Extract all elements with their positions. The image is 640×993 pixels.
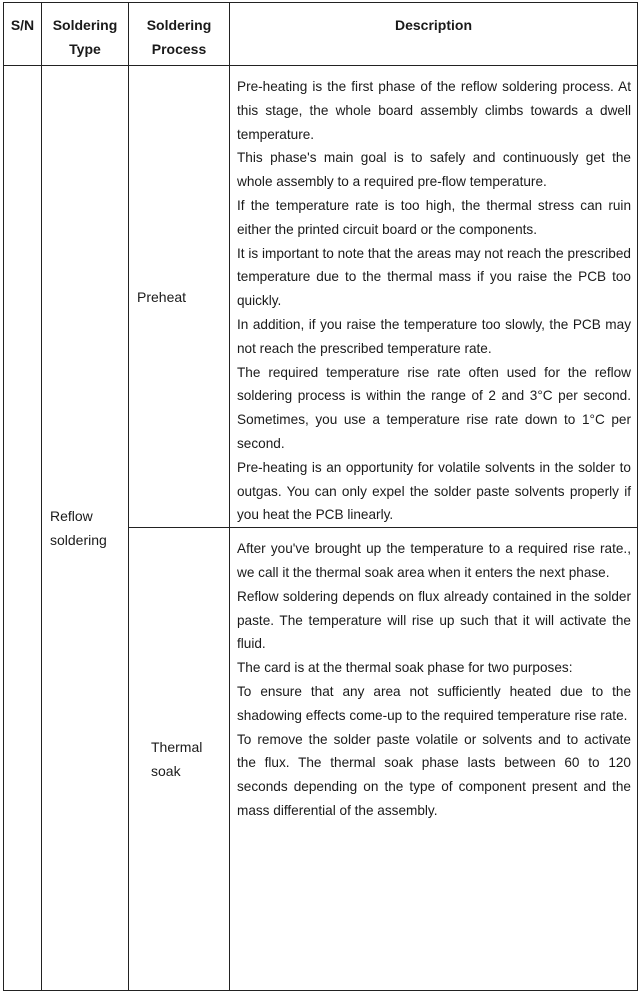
description-paragraph: To remove the solder paste volatile or solvents and to activate the flux. The thermal soak phase lasts between 60 to 120 seconds depending on the type of component present and the mass differential of the assembly. <box>237 731 631 818</box>
header-soldering-process: Soldering Process <box>129 3 230 66</box>
header-soldering-type: Soldering Type <box>42 3 129 66</box>
description-paragraph: The required temperature rise rate often used for the reflow soldering process is within the range of 2 and 3°C per second. Sometimes, you use a temperature rise rate down to 1°C per second. <box>237 364 631 451</box>
description-paragraph: Pre-heating is the first phase of the reflow soldering process. At this stage, the whole board assembly climbs towards a dwell temperature. <box>237 79 631 142</box>
header-row <box>4 3 638 66</box>
description-paragraph: Pre-heating is an opportunity for volatile solvents in the solder to outgas. You can only expel the solder paste solvents properly if you heat the PCB linearly. <box>237 459 631 523</box>
description-paragraph: If the temperature rate is too high, the thermal stress can ruin either the printed circuit board or the components. <box>237 197 631 237</box>
description-cell-preheat <box>230 66 638 528</box>
description-paragraph: This phase's main goal is to safely and continuously get the whole assembly to a required pre-flow temperature. <box>237 150 631 190</box>
description-paragraph: It is important to note that the areas may not reach the prescribed temperature due to the thermal mass if you raise the PCB too quickly. <box>237 245 631 309</box>
description-paragraph: In addition, if you raise the temperature too slowly, the PCB may not reach the prescribed temperature rate. <box>237 316 631 356</box>
description-paragraph: After you've brought up the temperature to a required rise rate., we call it the thermal soak area when it enters the next phase. <box>237 541 631 580</box>
header-description: Description <box>230 3 638 66</box>
description-paragraph: To ensure that any area not sufficiently heated due to the shadowing effects come-up to the required temperature rise rate. <box>237 683 631 723</box>
soldering-type-cell: Reflow soldering <box>42 66 129 991</box>
header-sn: S/N <box>4 3 42 66</box>
description-cell-thermal-soak <box>230 528 638 991</box>
process-cell-thermal-soak: Thermal soak <box>129 528 230 991</box>
description-paragraph: Reflow soldering depends on flux already contained in the solder paste. The temperature will rise up such that it will activate the fluid. <box>237 588 631 652</box>
description-paragraph: The card is at the thermal soak phase for two purposes: <box>237 660 573 676</box>
soldering-table-container <box>3 2 637 991</box>
sn-cell <box>4 66 42 991</box>
process-cell-preheat: Preheat <box>129 66 230 528</box>
table-row-preheat <box>4 66 638 528</box>
soldering-table <box>3 2 638 991</box>
